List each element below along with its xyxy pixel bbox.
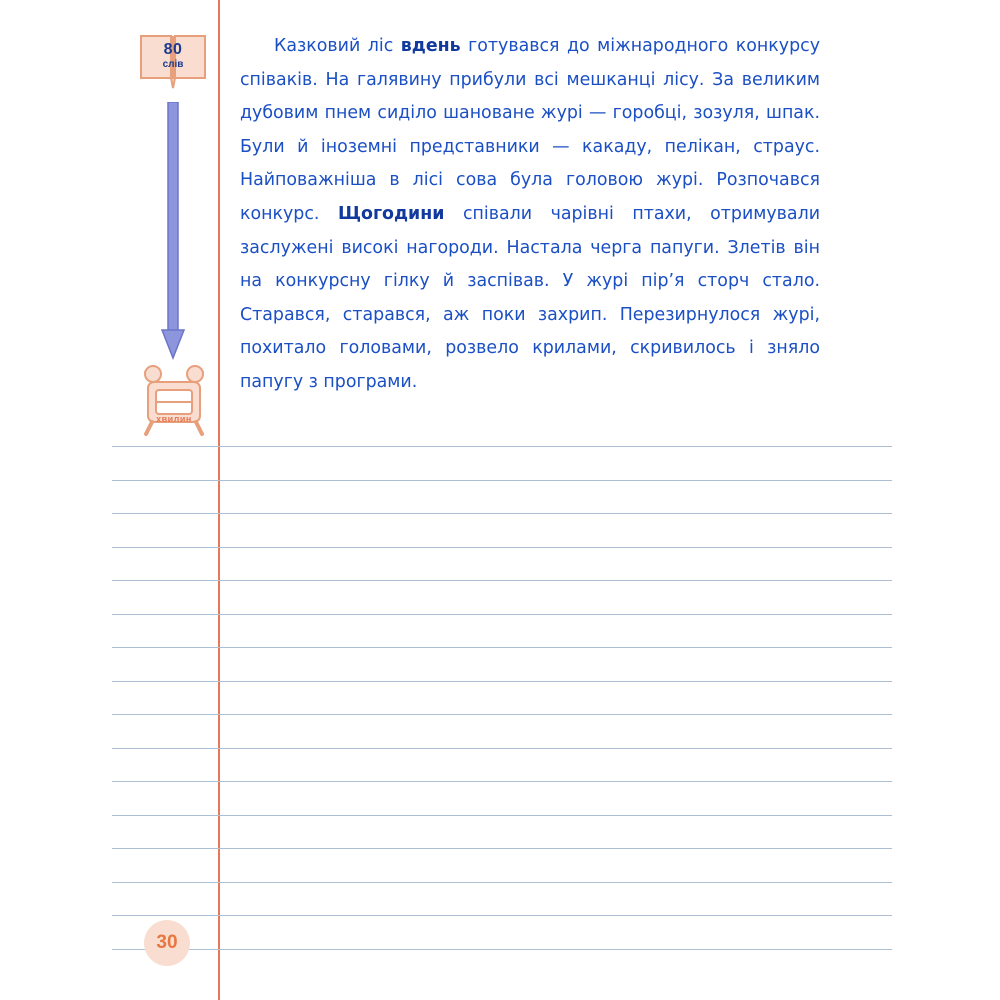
rule-line [112,547,892,548]
rule-line [112,815,892,816]
rule-line [112,580,892,581]
word-count-badge [137,32,209,94]
rule-line [112,614,892,615]
rule-line [112,781,892,782]
down-arrow-icon [161,102,185,360]
rule-line [112,915,892,916]
rule-line [112,748,892,749]
word-count-label: слів [162,59,184,70]
sidebar-icons [120,20,220,440]
text-run: готувався до міжнародного конкурсу співаків. На галявину прибули всі мешканці лісу. За великим дубовим пнем сиділо шановане журі — горобці, зозуля, шпак. Були й іноземні представники — какаду, пелікан, страус. Найповажніша в лісі сова була головою журі. Розпочався конкурс. [240,36,820,224]
rule-line [112,882,892,883]
timer-label: хвилин [156,414,192,424]
emphasized-word: вдень [400,36,461,56]
rule-line [112,681,892,682]
rule-line [112,480,892,481]
rule-line [112,949,892,950]
page-number: 30 [144,920,190,966]
timer-badge [134,358,214,450]
rule-line [112,446,892,447]
alarm-clock-icon [134,358,214,450]
rule-line [112,848,892,849]
rule-line [112,714,892,715]
text-run: Казковий ліс [274,36,401,56]
word-count-number: 80 [163,41,183,58]
text-run: співали чарівні птахи, отримували заслужені високі нагороди. Настала черга папуги. Злетів він на конкурсну гілку й заспівав. У журі пір’я сторч стало. Старався, старався, аж поки захрип. Перезирнулося журі, похитало головами, розвело крилами, скривилось і зняло папугу з програми. [240,203,821,392]
emphasized-word: Щогодини [337,203,445,224]
ruled-lines-area [112,446,892,976]
rule-line [112,513,892,514]
rule-line [112,647,892,648]
dictation-text [240,30,820,400]
